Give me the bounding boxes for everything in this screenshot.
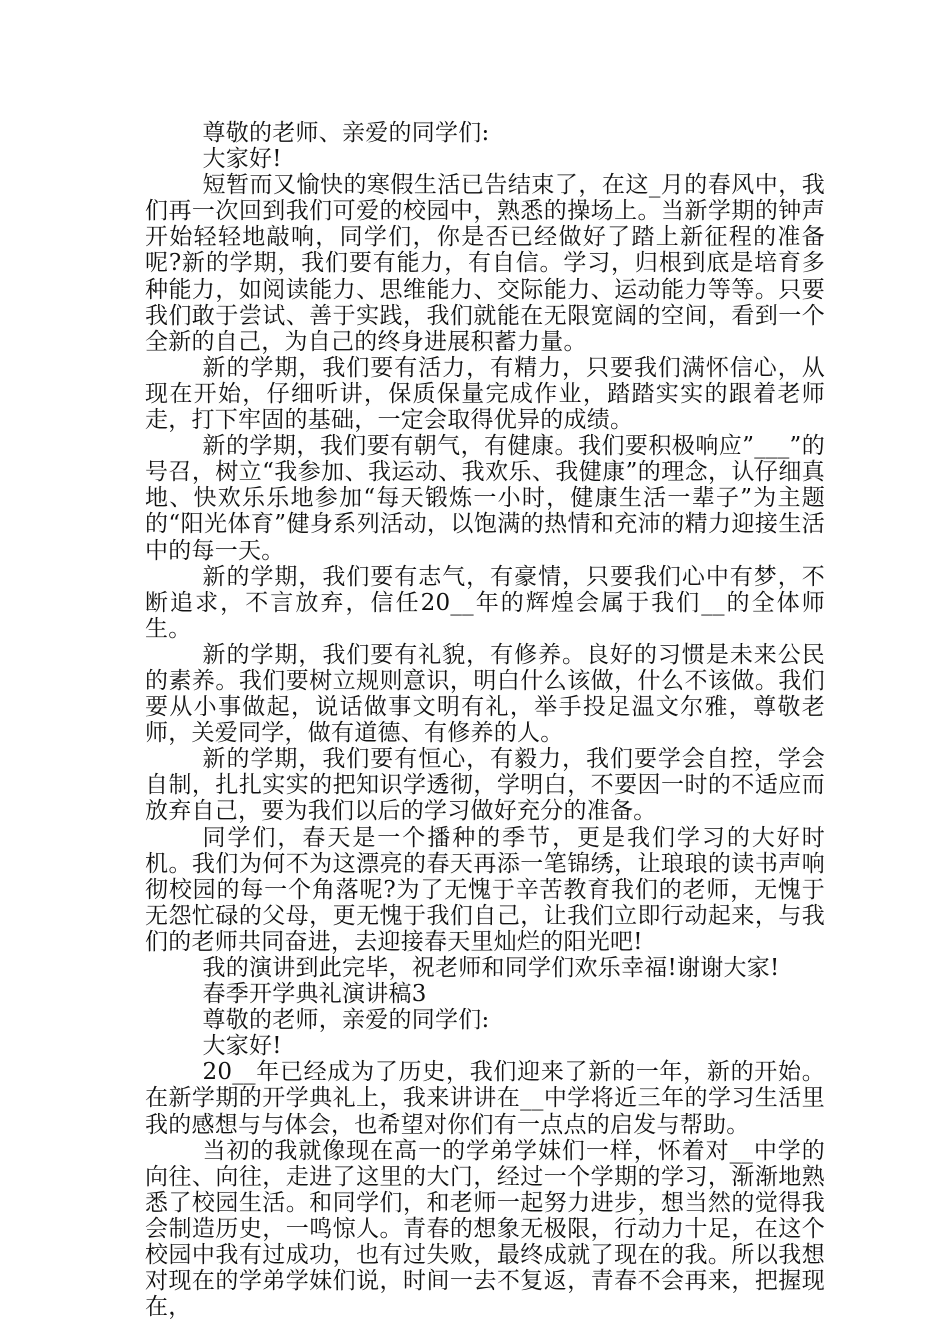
salutation: 尊敬的老师、亲爱的同学们:	[202, 120, 490, 146]
closing-line: 我的演讲到此完毕，祝老师和同学们欢乐幸福!谢谢大家!	[202, 955, 780, 981]
paragraph: 新的学期，我们要有礼貌，有修养。良好的习惯是未来公民的素养。我们要树立规则意识，明白什么该做，什么不该做。我们要从小事做起，说话做事文明有礼，举手投足温文尔雅，尊敬老师，关爱同学，做有道德、有修养的人。	[145, 641, 825, 747]
paragraph: 新的学期，我们要有活力，有精力，只要我们满怀信心，从现在开始，仔细听讲，保质保量完成作业，踏踏实实的跟着老师走，打下牢固的基础，一定会取得优异的成绩。	[145, 354, 825, 434]
document-body	[145, 120, 825, 1320]
paragraph: 同学们，春天是一个播种的季节，更是我们学习的大好时机。我们为何不为这漂亮的春天再添一笔锦绣，让琅琅的读书声响彻校园的每一个角落呢?为了无愧于辛苦教育我们的老师，无愧于无怨忙碌的父母，更无愧于我们自己，让我们立即行动起来，与我们的老师共同奋进，去迎接春天里灿烂的阳光吧!	[145, 824, 825, 955]
paragraph: 新的学期，我们要有恒心，有毅力，我们要学会自控，学会自制，扎扎实实的把知识学透彻，学明白，不要因一时的不适应而放弃自己，要为我们以后的学习做好充分的准备。	[145, 746, 825, 825]
salutation: 尊敬的老师，亲爱的同学们:	[202, 1007, 490, 1034]
paragraph: 当初的我就像现在高一的学弟学妹们一样，怀着对__中学的向往、向往，走进了这里的大门，经过一个学期的学习，渐渐地熟悉了校园生活。和同学们，和老师一起努力进步，想当然的觉得我会制造历史，一鸣惊人。青春的想象无极限，行动力十足，在这个校园中我有过成功，也有过失败，最终成就了现在的我。所以我想对现在的学弟学妹们说，时间一去不复返，青春不会再来，把握现在，	[145, 1137, 825, 1321]
paragraph: 20__年已经成为了历史，我们迎来了新的一年，新的开始。在新学期的开学典礼上，我来讲讲在__中学将近三年的学习生活里我的感想与与体会，也希望对你们有一点点的启发与帮助。	[145, 1059, 825, 1138]
paragraph: 新的学期，我们要有志气，有豪情，只要我们心中有梦，不断追求，不言放弃，信任20__年的辉煌会属于我们__的全体师生。	[145, 563, 825, 642]
paragraph: 短暂而又愉快的寒假生活已告结束了，在这_月的春风中，我们再一次回到我们可爱的校园中，熟悉的操场上。当新学期的钟声开始轻轻地敲响，同学们，你是否已经做好了踏上新征程的准备呢?新的学期，我们要有能力，有自信。学习，归根到底是培育多种能力，如阅读能力、思维能力、交际能力、运动能力等等。只要我们敢于尝试、善于实践，我们就能在无限宽阔的空间，看到一个全新的自己，为自己的终身进展积蓄力量。	[145, 172, 825, 355]
greeting: 大家好!	[202, 1033, 282, 1060]
greeting: 大家好!	[202, 146, 282, 173]
section-title: 春季开学典礼演讲稿3	[202, 981, 427, 1008]
paragraph: 新的学期，我们要有朝气，有健康。我们要积极响应”___”的号召，树立“我参加、我运动、我欢乐、我健康”的理念，认仔细真地、快欢乐乐地参加“每天锻炼一小时，健康生活一辈子”为主题的“阳光体育”健身系列活动，以饱满的热情和充沛的精力迎接生活中的每一天。	[145, 433, 825, 564]
